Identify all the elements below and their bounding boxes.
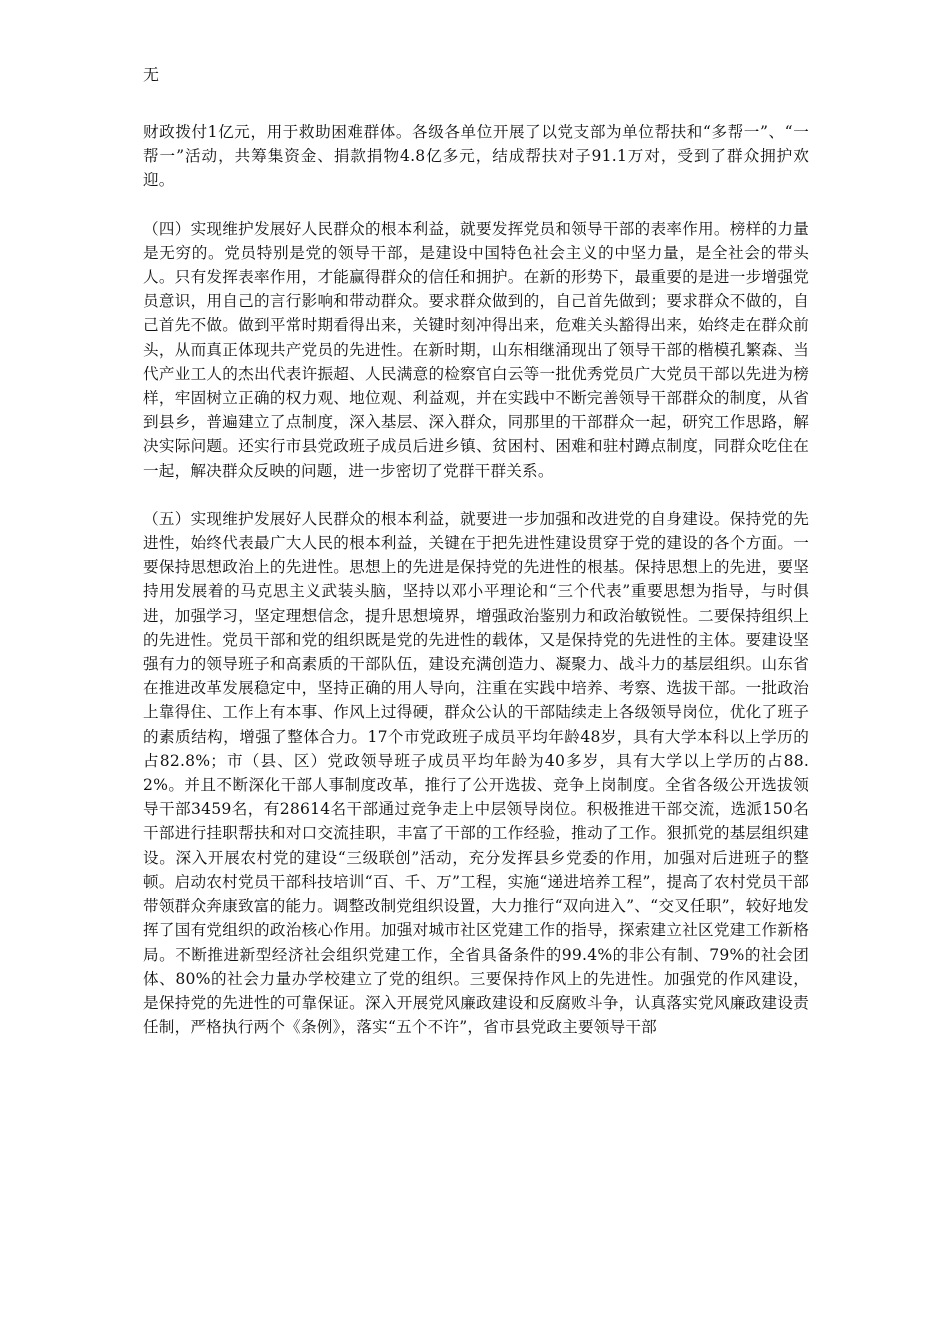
document-body xyxy=(143,120,809,1063)
paragraph-section-five: （五）实现维护发展好人民群众的根本利益，就要进一步加强和改进党的自身建设。保持党的先进性，始终代表最广大人民的根本利益，关键在于把先进性建设贯穿于党的建设的各个方面。一要保持思想政治上的先进性。思想上的先进是保持党的先进性的根基。保持思想上的先进，要坚持用发展着的马克思主义武装头脑，坚持以邓小平理论和“三个代表”重要思想为指导，与时俱进，加强学习，坚定理想信念，提升思想境界，增强政治鉴别力和政治敏锐性。二要保持组织上的先进性。党员干部和党的组织既是党的先进性的载体，又是保持党的先进性的主体。要建设坚强有力的领导班子和高素质的干部队伍，建设充满创造力、凝聚力、战斗力的基层组织。山东省在推进改革发展稳定中，坚持正确的用人导向，注重在实践中培养、考察、选拔干部。一批政治上靠得住、工作上有本事、作风上过得硬，群众公认的干部陆续走上各级领导岗位，优化了班子的素质结构，增强了整体合力。17个市党政班子成员平均年龄48岁，具有大学本科以上学历的占82.8%；市（县、区）党政领导班子成员平均年龄为40多岁，具有大学以上学历的占88.2%。并且不断深化干部人事制度改革，推行了公开选拔、竞争上岗制度。全省各级公开选拔领导干部3459名，有28614名干部通过竞争走上中层领导岗位。积极推进干部交流，选派150名干部进行挂职帮扶和对口交流挂职，丰富了干部的工作经验，推动了工作。狠抓党的基层组织建设。深入开展农村党的建设“三级联创”活动，充分发挥县乡党委的作用，加强对后进班子的整顿。启动农村党员干部科技培训“百、千、万”工程，实施“递进培养工程”，提高了农村党员干部带领群众奔康致富的能力。调整改制党组织设置，大力推行“双向进入”、“交叉任职”，较好地发挥了国有党组织的政治核心作用。加强对城市社区党建工作的指导，探索建立社区党建工作新格局。不断推进新型经济社会组织党建工作，全省具备条件的99.4%的非公有制、79%的社会团体、80%的社会力量办学校建立了党的组织。三要保持作风上的先进性。加强党的作风建设，是保持党的先进性的可靠保证。深入开展党风廉政建设和反腐败斗争，认真落实党风廉政建设责任制，严格执行两个《条例》，落实“五个不许”，省市县党政主要领导干部 xyxy=(143,509,809,1037)
paragraph-section-four: （四）实现维护发展好人民群众的根本利益，就要发挥党员和领导干部的表率作用。榜样的力量是无穷的。党员特别是党的领导干部，是建设中国特色社会主义的中坚力量，是全社会的带头人。只有发挥表率作用，才能赢得群众的信任和拥护。在新的形势下，最重要的是进一步增强党员意识，用自己的言行影响和带动群众。要求群众做到的，自己首先做到；要求群众不做的，自己首先不做。做到平常时期看得出来，关键时刻冲得出来，危难关头豁得出来，始终走在群众前头，从而真正体现共产党员的先进性。在新时期，山东相继涌现出了领导干部的楷模孔繁森、当代产业工人的杰出代表许振超、人民满意的检察官白云等一批优秀党员广大党员干部以先进为榜样，牢固树立正确的权力观、地位观、利益观，并在实践中不断完善领导干部群众的制度，从省到县乡，普遍建立了点制度，深入基层、深入群众，同那里的干部群众一起，研究工作思路，解决实际问题。还实行市县党政班子成员后进乡镇、贫困村、困难和驻村蹲点制度，同群众吃住在一起，解决群众反映的问题，进一步密切了党群干群关系。 xyxy=(143,219,809,480)
header-mark: 无 xyxy=(143,65,160,84)
paragraph-continuation: 财政拨付1亿元，用于救助困难群体。各级各单位开展了以党支部为单位帮扶和“多帮一”、“一帮一”活动，共筹集资金、捐款捐物4.8亿多元，结成帮扶对子91.1万对，受到了群众拥护欢迎。 xyxy=(143,123,809,190)
